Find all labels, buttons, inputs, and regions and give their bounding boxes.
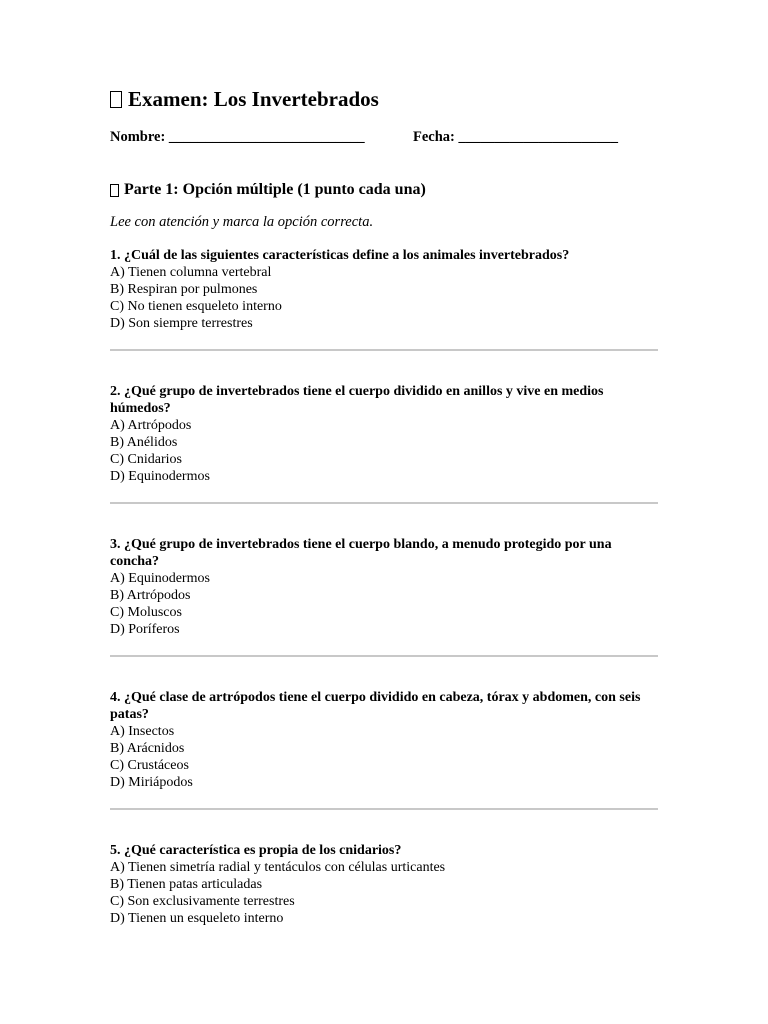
question-text: 4. ¿Qué clase de artrópodos tiene el cuerpo dividido en cabeza, tórax y abdomen, con seis patas? [110,690,641,722]
option-c[interactable]: C) Cnidarios [110,452,182,467]
question-text: 2. ¿Qué grupo de invertebrados tiene el cuerpo dividido en anillos y vive en medios húmedos? [110,384,604,416]
option-c[interactable]: C) Son exclusivamente terrestres [110,894,295,909]
option-a[interactable]: A) Insectos [110,724,175,739]
option-b[interactable]: B) Tienen patas articuladas [110,877,263,892]
option-d[interactable]: D) Miriápodos [110,775,193,790]
missing-glyph-icon [110,91,122,108]
option-c[interactable]: C) Crustáceos [110,758,189,773]
option-b[interactable]: B) Arácnidos [110,741,185,756]
question-1 [110,247,658,332]
divider [110,502,658,504]
page-title [110,84,658,114]
question-3 [110,536,658,638]
student-info-row [110,128,658,146]
option-d[interactable]: D) Equinodermos [110,469,210,484]
option-b[interactable]: B) Artrópodos [110,588,191,603]
missing-glyph-icon [110,184,119,197]
option-a[interactable]: A) Tienen columna vertebral [110,265,272,280]
divider [110,655,658,657]
page-title-text: Examen: Los Invertebrados [128,87,379,111]
fecha-field[interactable]: Fecha: ______________________ [413,129,618,145]
option-a[interactable]: A) Artrópodos [110,418,192,433]
option-c[interactable]: C) No tienen esqueleto interno [110,299,282,314]
option-c[interactable]: C) Moluscos [110,605,182,620]
question-text: 5. ¿Qué característica es propia de los cnidarios? [110,843,402,858]
nombre-field[interactable]: Nombre: ___________________________ [110,129,365,145]
exam-page [110,84,658,927]
question-text: 1. ¿Cuál de las siguientes características define a los animales invertebrados? [110,248,570,263]
question-4 [110,689,658,791]
section-title [110,180,658,200]
divider [110,808,658,810]
section-title-text: Parte 1: Opción múltiple (1 punto cada una) [124,181,426,198]
option-d[interactable]: D) Poríferos [110,622,180,637]
option-d[interactable]: D) Tienen un esqueleto interno [110,911,284,926]
option-a[interactable]: A) Tienen simetría radial y tentáculos con células urticantes [110,860,446,875]
question-2 [110,383,658,485]
instructions: Lee con atención y marca la opción correcta. [110,214,374,230]
question-5 [110,842,658,927]
divider [110,349,658,351]
option-b[interactable]: B) Anélidos [110,435,178,450]
option-d[interactable]: D) Son siempre terrestres [110,316,253,331]
option-b[interactable]: B) Respiran por pulmones [110,282,258,297]
question-text: 3. ¿Qué grupo de invertebrados tiene el cuerpo blando, a menudo protegido por una concha? [110,537,612,569]
option-a[interactable]: A) Equinodermos [110,571,210,586]
